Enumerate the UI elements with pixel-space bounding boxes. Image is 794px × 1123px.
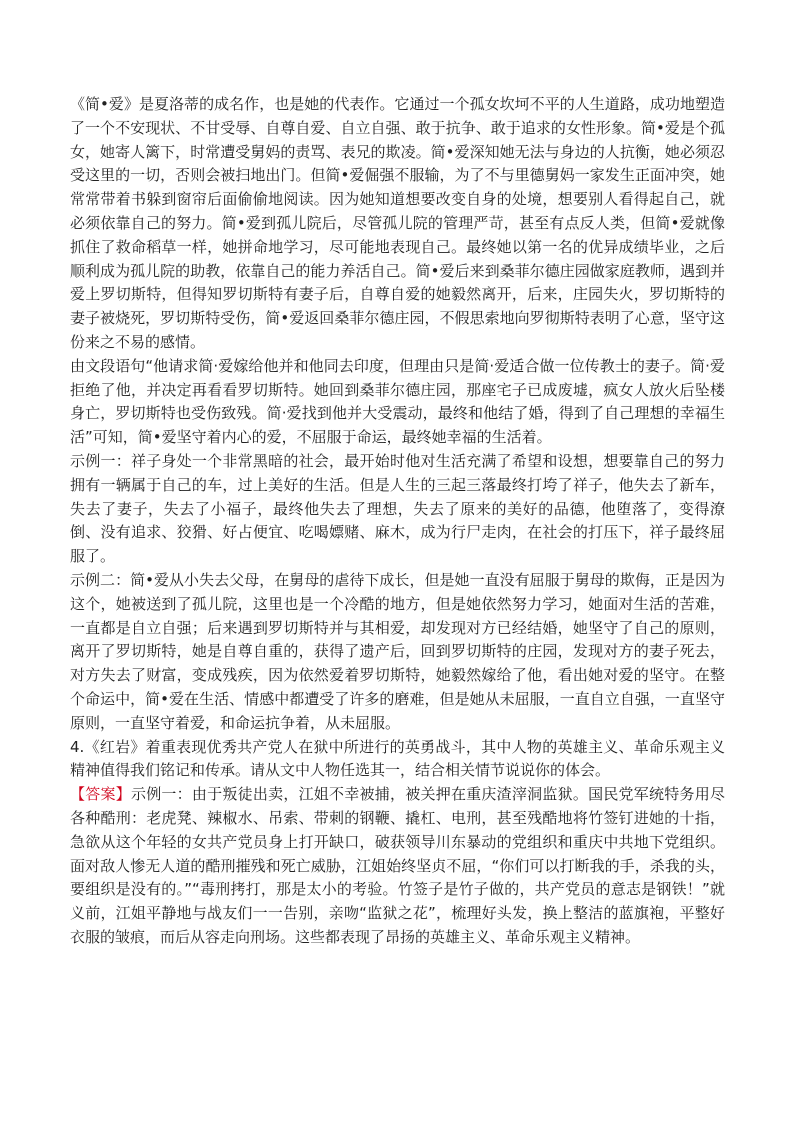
paragraph-example-two: 示例二：简•爱从小失去父母，在舅母的虐待下成长，但是她一直没有屈服于舅母的欺侮，正是因为这个，她被送到了孤儿院，这里也是一个冷酷的地方，但是她依然努力学习，她面对生活的苦难，一直都是自立自强；后来遇到罗切斯特并与其相爱，却发现对方已经结婚，她坚守了自己的原则，离开了罗切斯特，她是自尊自重的，获得了遗产后，回到罗切斯特的庄园，发现对方的妻子死去，对方失去了财富，变成残疾，因为依然爱着罗切斯特，她毅然嫁给了他，看出她对爱的坚守。在整个命运中，简•爱在生活、情感中都遭受了许多的磨难，但是她从未屈服，一直自立自强，一直坚守原则，一直坚守着爱，和命运抗争着，从未屈服。	[70, 570, 725, 732]
answer-paragraph	[70, 783, 725, 950]
document-page	[70, 93, 725, 950]
answer-tag: 【答案】	[70, 785, 131, 804]
paragraph-jane-eyre-intro: 《简•爱》是夏洛蒂的成名作，也是她的代表作。它通过一个孤女坎坷不平的人生道路，成功地塑造了一个不安现状、不甘受辱、自尊自爱、自立自强、敢于抗争、敢于追求的女性形象。简•爱是个孤女，她寄人篱下，时常遭受舅妈的责骂、表兄的欺凌。简•爱深知她无法与身边的人抗衡，她必须忍受这里的一切，否则会被扫地出门。但简•爱倔强不服输，为了不与里德舅妈一家发生正面冲突，她常常带着书躲到窗帘后面偷偷地阅读。因为她知道想要改变自身的处境，想要别人看得起自己，就必须依靠自己的努力。简•爱到孤儿院后，尽管孤儿院的管理严苛，甚至有点反人类，但简•爱就像抓住了救命稻草一样，她拼命地学习，尽可能地表现自己。最终她以第一名的优异成绩毕业，之后顺利成为孤儿院的助教，依靠自己的能力养活自己。简•爱后来到桑菲尔德庄园做家庭教师，遇到并爱上罗切斯特，但得知罗切斯特有妻子后，自尊自爱的她毅然离开，后来，庄园失火，罗切斯特的妻子被烧死，罗切斯特受伤，简•爱返回桑菲尔德庄园，不假思索地向罗彻斯特表明了心意，坚守这份来之不易的感情。	[70, 95, 725, 351]
answer-text: 示例一：由于叛徒出卖，江姐不幸被捕，被关押在重庆渣滓洞监狱。国民党军统特务用尽各种酷刑：老虎凳、辣椒水、吊索、带刺的钢鞭、撬杠、电刑，甚至残酷地将竹签钉进她的十指，急欲从这个年轻的女共产党员身上打开缺口，破获领导川东暴动的党组织和重庆中共地下党组织。面对敌人惨无人道的酷刑摧残和死亡威胁，江姐始终坚贞不屈，“你们可以打断我的手，杀我的头，要组织是没有的。”“毒刑拷打，那是太小的考验。竹签子是竹子做的，共产党员的意志是钢铁！”就义前，江姐平静地与战友们一一告别，亲吻“监狱之花”，梳理好头发，换上整洁的蓝旗袍，平整好衣服的皱痕，而后从容走向刑场。这些都表现了昂扬的英雄主义、革命乐观主义精神。	[70, 785, 725, 946]
paragraph-example-one: 示例一：祥子身处一个非常黑暗的社会，最开始时他对生活充满了希望和设想，想要靠自己的努力拥有一辆属于自己的车，过上美好的生活。但是人生的三起三落最终打垮了祥子，他失去了新车，失去了妻子，失去了小福子，最终他失去了理想，失去了原来的美好的品德，他堕落了，变得潦倒、没有追求、狡猾、好占便宜、吃喝嫖赌、麻木，成为行尸走肉，在社会的打压下，祥子最终屈服了。	[70, 451, 725, 566]
paragraph-jane-eyre-quote: 由文段语句“他请求简·爱嫁给他并和他同去印度，但理由只是简·爱适合做一位传教士的妻子。简·爱拒绝了他，并决定再看看罗切斯特。她回到桑菲尔德庄园，那座宅子已成废墟，疯女人放火后坠楼身亡，罗切斯特也受伤致残。简·爱找到他并大受震动，最终和他结了婚，得到了自己理想的幸福生活”可知，简•爱坚守着内心的爱，不屈服于命运，最终她幸福的生活着。	[70, 356, 725, 447]
question-4: 4.《红岩》着重表现优秀共产党人在狱中所进行的英勇战斗，其中人物的英雄主义、革命乐观主义精神值得我们铭记和传承。请从文中人物任选其一，结合相关情节说说你的体会。	[70, 737, 725, 780]
